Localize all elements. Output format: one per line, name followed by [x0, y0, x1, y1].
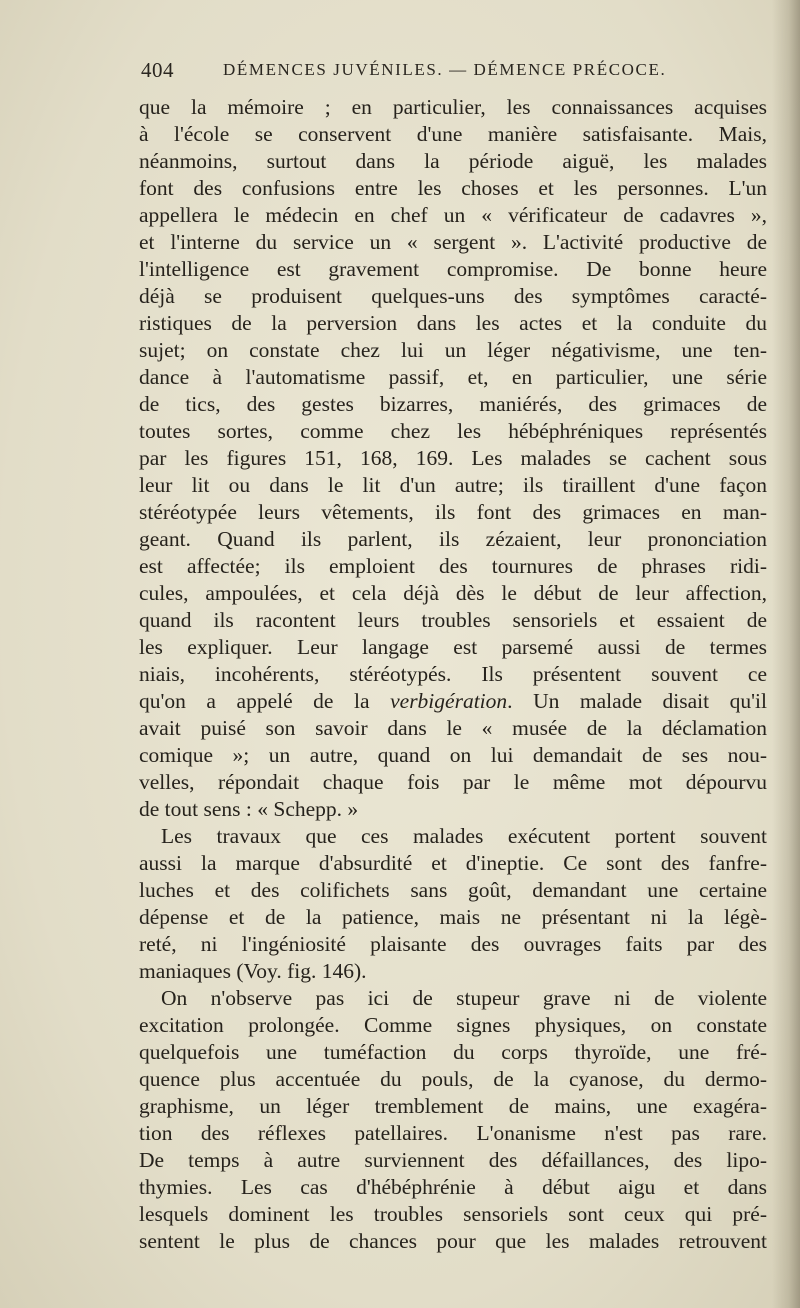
text-line: aussi la marque d'absurdité et d'ineptie. Ce sont des fanfre- — [139, 851, 767, 875]
text-line: sujet; on constate chez lui un léger négativisme, une ten- — [139, 338, 767, 362]
page-edge-shadow — [772, 0, 800, 1308]
text-line: avait puisé son savoir dans le « musée de la déclamation — [139, 716, 767, 740]
text-line: les expliquer. Leur langage est parsemé aussi de termes — [139, 635, 767, 659]
text-line: déjà se produisent quelques-uns des symptômes caracté- — [139, 284, 767, 308]
text-line: quand ils racontent leurs troubles sensoriels et essaient de — [139, 608, 767, 632]
text-line: cules, ampoulées, et cela déjà dès le début de leur affection, — [139, 581, 767, 605]
text-fragment: qu'on a appelé de la — [139, 689, 391, 713]
text-line: excitation prolongée. Comme signes physiques, on constate — [139, 1013, 767, 1037]
text-line: de tout sens : « Schepp. » — [139, 797, 359, 821]
paragraph-2 — [139, 823, 767, 985]
text-line: dépense et de la patience, mais ne présentant ni la légè- — [139, 905, 767, 929]
body-text — [139, 94, 767, 1255]
text-line: tion des réflexes patellaires. L'onanisme n'est pas rare. — [139, 1121, 767, 1145]
text-line: stéréotypée leurs vêtements, ils font des grimaces en man- — [139, 500, 767, 524]
text-line: maniaques (Voy. fig. 146). — [139, 959, 367, 983]
text-line: l'intelligence est gravement compromise. De bonne heure — [139, 257, 767, 281]
text-line: toutes sortes, comme chez les hébéphréniques représentés — [139, 419, 767, 443]
text-line: que la mémoire ; en particulier, les connaissances acquises — [139, 95, 767, 119]
text-line: dance à l'automatisme passif, et, en particulier, une série — [139, 365, 767, 389]
text-line: velles, répondait chaque fois par le même mot dépourvu — [139, 770, 767, 794]
running-header — [141, 58, 767, 88]
text-line: On n'observe pas ici de stupeur grave ni de violente — [161, 986, 767, 1010]
text-line: de tics, des gestes bizarres, maniérés, des grimaces de — [139, 392, 767, 416]
text-line: reté, ni l'ingéniosité plaisante des ouvrages faits par des — [139, 932, 767, 956]
paragraph-3 — [139, 985, 767, 1255]
text-fragment: . Un malade disait qu'il — [507, 689, 767, 713]
text-line: luches et des colifichets sans goût, demandant une certaine — [139, 878, 767, 902]
text-line: appellera le médecin en chef un « vérificateur de cadavres », — [139, 203, 767, 227]
text-line: et l'interne du service un « sergent ». L'activité productive de — [139, 230, 767, 254]
text-line: à l'école se conservent d'une manière satisfaisante. Mais, — [139, 122, 767, 146]
page-number: 404 — [141, 58, 174, 82]
text-line: font des confusions entre les choses et les personnes. L'un — [139, 176, 767, 200]
paragraph-1 — [139, 94, 767, 823]
text-line: graphisme, un léger tremblement de mains, une exagéra- — [139, 1094, 767, 1118]
text-line: lesquels dominent les troubles sensoriels sont ceux qui pré- — [139, 1202, 767, 1226]
text-line: thymies. Les cas d'hébéphrénie à début aigu et dans — [139, 1175, 767, 1199]
text-line: niais, incohérents, stéréotypés. Ils présentent souvent ce — [139, 662, 767, 686]
text-line: ristiques de la perversion dans les actes et la conduite du — [139, 311, 767, 335]
text-line: quence plus accentuée du pouls, de la cyanose, du dermo- — [139, 1067, 767, 1091]
text-line-with-italic — [139, 688, 767, 715]
text-line: De temps à autre surviennent des défaillances, des lipo- — [139, 1148, 767, 1172]
text-line: est affectée; ils emploient des tournures de phrases ridi- — [139, 554, 767, 578]
text-line: comique »; un autre, quand on lui demandait de ses nou- — [139, 743, 767, 767]
text-line: sentent le plus de chances pour que les malades retrouvent — [139, 1229, 767, 1253]
running-title: DÉMENCES JUVÉNILES. — DÉMENCE PRÉCOCE. — [223, 60, 667, 79]
text-line: Les travaux que ces malades exécutent portent souvent — [161, 824, 767, 848]
text-line: geant. Quand ils parlent, ils zézaient, leur prononciation — [139, 527, 767, 551]
text-line: leur lit ou dans le lit d'un autre; ils tiraillent d'une façon — [139, 473, 767, 497]
text-line: quelquefois une tuméfaction du corps thyroïde, une fré- — [139, 1040, 767, 1064]
italic-term: verbigération — [390, 689, 508, 713]
text-line: par les figures 151, 168, 169. Les malades se cachent sous — [139, 446, 767, 470]
text-line: néanmoins, surtout dans la période aiguë, les malades — [139, 149, 767, 173]
